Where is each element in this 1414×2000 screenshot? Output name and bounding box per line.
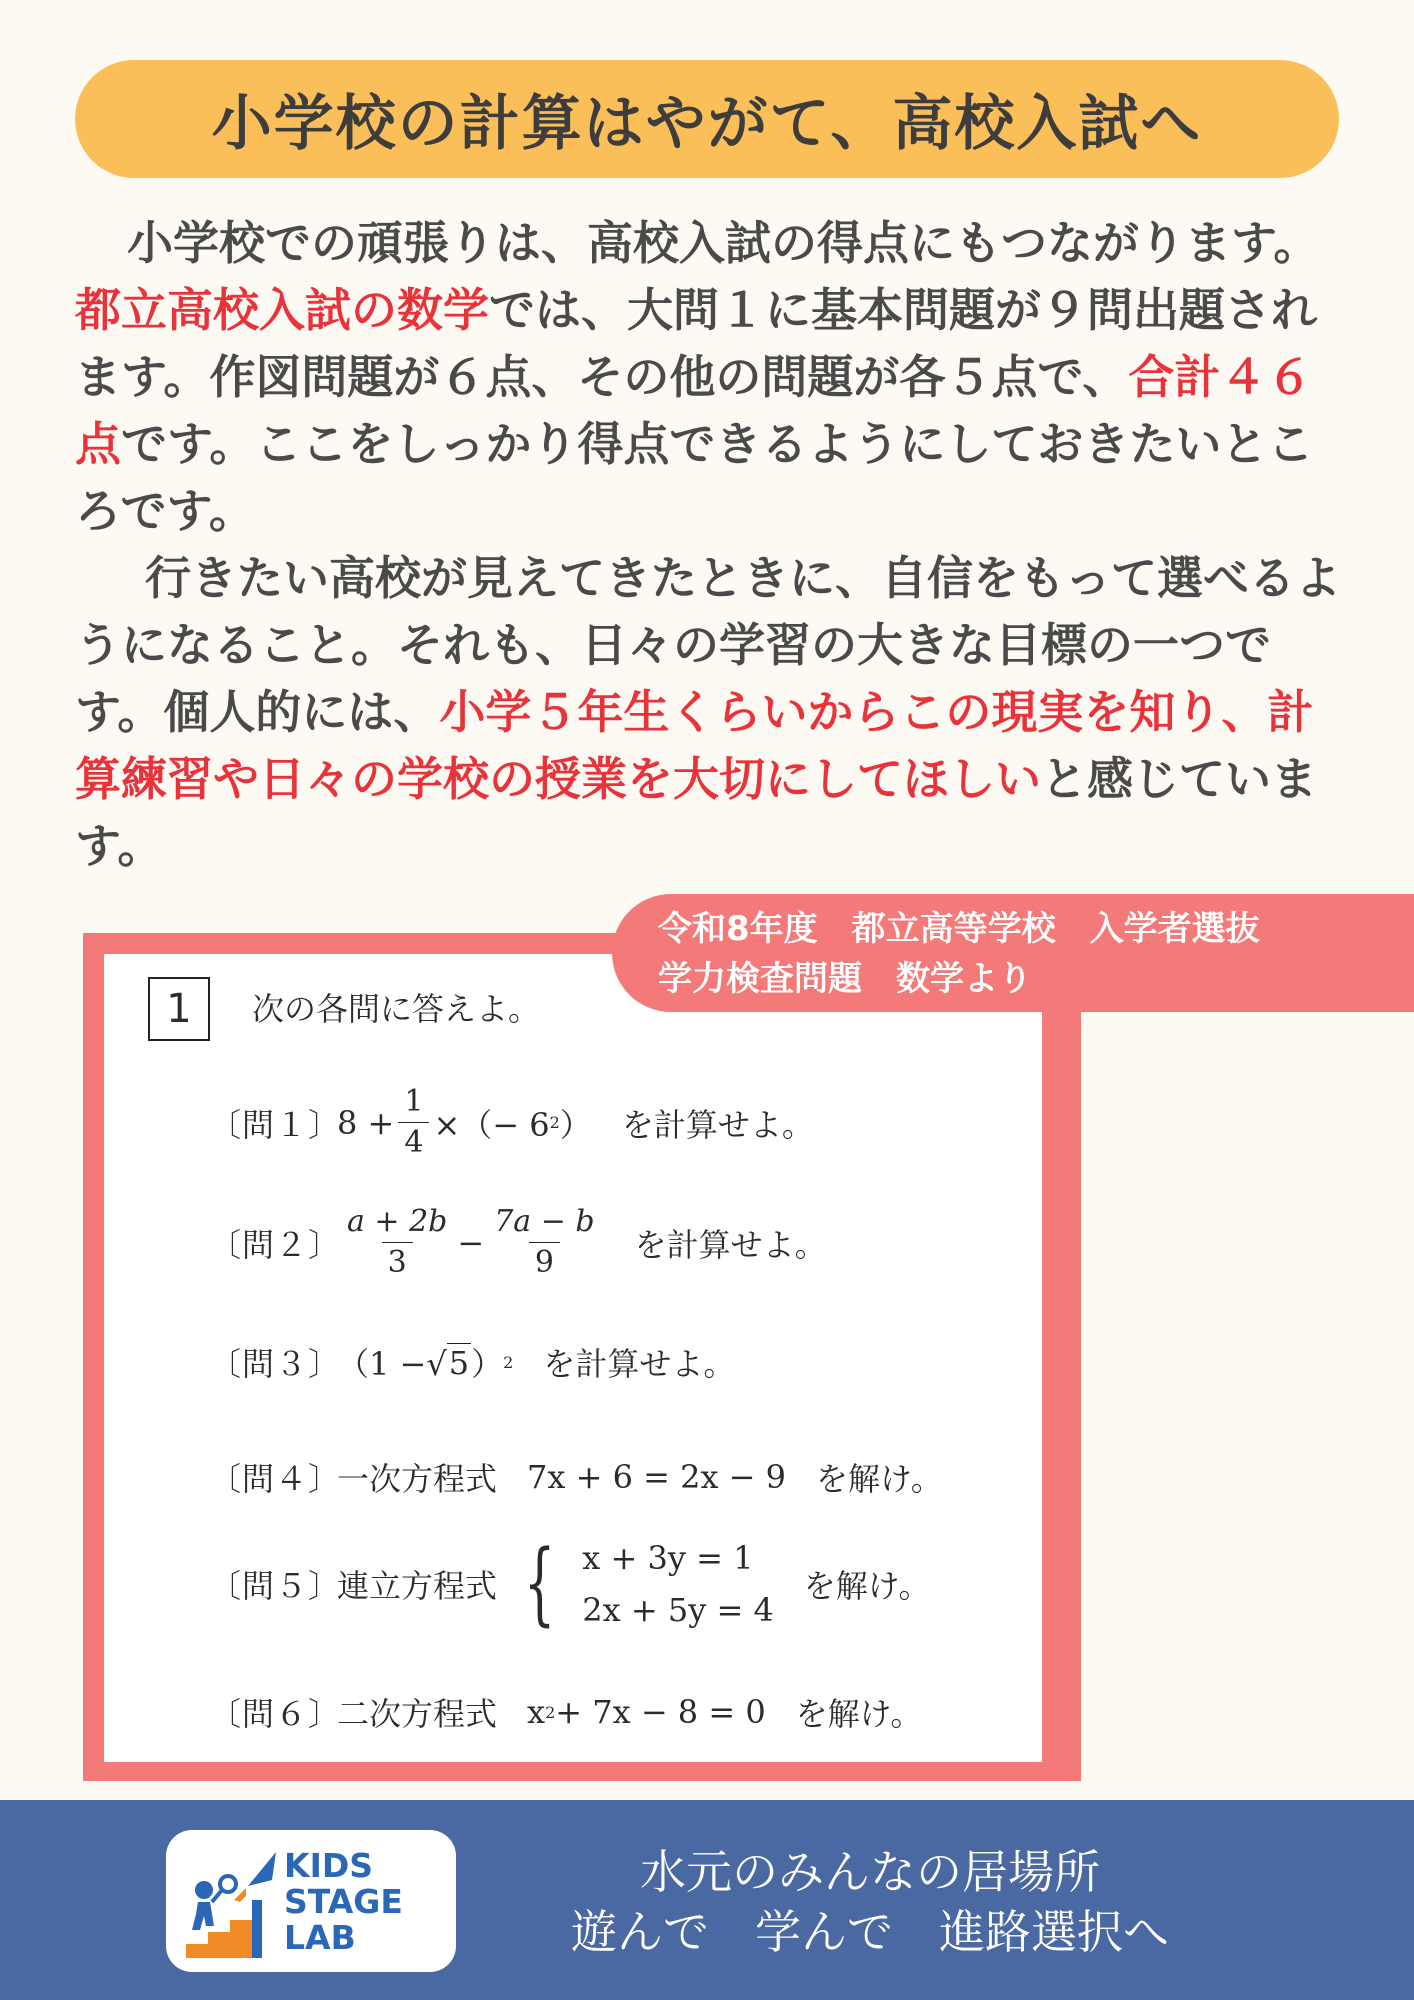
q4-kind: 一次方程式 [337,1460,498,1498]
paragraph-1 [75,210,1350,545]
q3-term-a: （1 −√ [337,1345,447,1383]
exam-label-line-2: 学力検査問題 数学より [658,959,1032,999]
exam-problem-sheet [104,954,1042,1762]
p2-text-c: と感じています。 [75,752,1317,873]
q3-exponent: 2 [503,1352,514,1372]
q1-exponent: 2 [549,1113,560,1132]
p1-text-c: では、大問１に基本問題が９問出題されます。作図問題が６点、その他の問題が各５点で、 [75,283,1317,404]
q2-instruction: を計算せよ。 [634,1225,827,1264]
q5-system [497,1531,774,1636]
p2-highlight: 小学５年生くらいからこの現実を知り、計算練習や日々の学校の授業を大切にしてほしい [75,685,1314,806]
q3-radicand: 5 [448,1343,470,1382]
question-1 [209,1084,814,1161]
q4-equation: 7x + 6 = 2x − 9 [527,1458,787,1496]
q2-minus: − [457,1223,485,1262]
footer-line-2: 遊んで 学んで 進路選択へ [571,1905,1169,1959]
q6-variable: x [527,1693,546,1731]
q6-instruction: を解け。 [795,1695,923,1733]
question-4 [209,1454,943,1500]
q5-equation-2: 2x + 5y = 4 [582,1591,774,1629]
q2-fraction-2 [488,1204,600,1281]
footer-line-1: 水元のみんなの居場所 [640,1845,1100,1899]
question-5 [209,1531,931,1636]
paragraph-2 [75,545,1350,880]
q1-fraction [398,1084,429,1161]
footer-tagline [520,1842,1220,1962]
p1-highlight-total: 合計４６点 [75,350,1313,471]
problem-number-box: 1 [148,977,210,1041]
question-3 [209,1339,735,1385]
q2-numerator-1: a + 2b [347,1204,448,1239]
p1-text-a: 小学校での頑張りは、高校入試の得点にもつながります。 [127,216,1320,270]
title-banner [75,60,1339,178]
q6-kind: 二次方程式 [337,1695,498,1733]
footer [0,1800,1414,2000]
q5-equation-1: x + 3y = 1 [582,1539,754,1577]
kids-stage-lab-logo [166,1830,456,1972]
q2-fraction-1 [341,1204,453,1281]
exam-source-label [612,894,1414,1012]
q3-instruction: を計算せよ。 [543,1345,736,1383]
q6-exponent: 2 [545,1702,556,1722]
question-label: 〔問２〕 [209,1225,342,1264]
p1-text-e: です。ここをしっかり得点できるようにしておきたいところです。 [75,417,1314,538]
question-label: 〔問３〕 [209,1345,342,1383]
q2-denominator-1: 3 [382,1242,413,1281]
problem-intro: 次の各問に答えよ。 [252,990,541,1028]
question-label: 〔問６〕 [209,1695,342,1733]
article-body [75,210,1350,880]
q1-term-a: 8 + [337,1103,395,1142]
question-2 [209,1204,827,1281]
q5-instruction: を解け。 [803,1567,931,1605]
question-label: 〔問５〕 [209,1567,342,1605]
q6-equation: + 7x − 8 = 0 [555,1693,766,1731]
q5-kind: 連立方程式 [337,1567,498,1605]
logo-text: KIDS STAGE LAB [284,1846,403,1957]
question-label: 〔問４〕 [209,1460,342,1498]
q1-numerator: 1 [404,1084,424,1119]
p1-highlight-exam: 都立高校入試の数学 [75,283,489,337]
left-brace-icon: { [523,1531,556,1636]
p2-text-a: 行きたい高校が見えてきたときに、自信をもって選べるようになること。それも、日々の学習の大きな目標の一つです。個人的には、 [75,551,1341,739]
q3-term-b: ） [471,1345,504,1383]
q4-instruction: を解け。 [816,1460,943,1498]
page-title: 小学校の計算はやがて、高校入試へ [211,89,1203,159]
q1-instruction: を計算せよ。 [621,1105,814,1144]
q1-term-b: ×（− 6 [433,1105,550,1144]
question-label: 〔問１〕 [209,1105,342,1144]
rocket-kid-icon [176,1840,286,1964]
question-6 [209,1689,922,1735]
q1-denominator: 4 [398,1122,429,1161]
q2-denominator-2: 9 [529,1242,560,1281]
q1-term-c: ） [559,1105,592,1144]
exam-label-line-1: 令和8年度 都立高等学校 入学者選抜 [658,909,1260,949]
q2-numerator-2: 7a − b [494,1204,595,1239]
